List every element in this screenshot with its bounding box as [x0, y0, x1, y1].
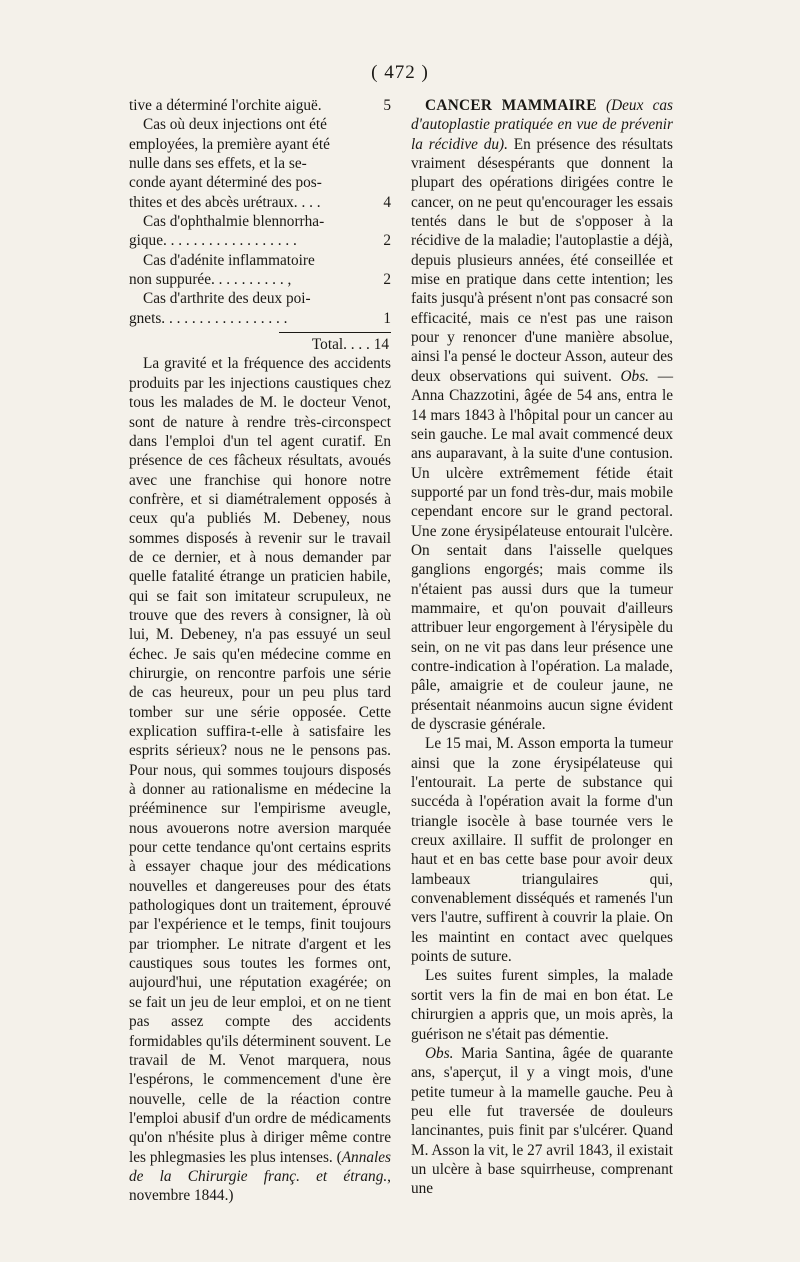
page-number: ( 472 ) — [371, 62, 429, 83]
tally-row — [129, 212, 391, 231]
tally-label: nulle dans ses effets, et la se- — [129, 155, 307, 173]
tally-count: 2 — [383, 271, 391, 289]
tally-count: 5 — [383, 97, 391, 114]
tally-row — [129, 154, 391, 173]
tally-label: gique. . . . . . . . . . . . . . . . . . — [129, 232, 297, 250]
tally-label: Cas d'arthrite des deux poi- — [143, 290, 311, 308]
tally-row — [129, 289, 391, 308]
observation-label-1: Obs. — [620, 367, 649, 385]
tally-label: conde ayant déterminé des pos- — [129, 174, 322, 192]
tally-count: 1 — [383, 309, 391, 327]
tally-row — [129, 135, 391, 154]
outcome-paragraph: Les suites furent simples, la malade sortit vers la fin de mai en bon état. Le chirurgien a appris que, un mois après, la guérison ne s'était pas démentie. — [411, 967, 673, 1043]
article-heading: CANCER MAMMAIRE — [425, 97, 597, 114]
tally-row — [129, 115, 391, 134]
tally-label: gnets. . . . . . . . . . . . . . . . . — [129, 309, 288, 327]
tally-label: Cas où deux injections ont été — [143, 116, 327, 134]
article-subtitle: (Deux cas d'autoplastie pratiquée en vue de prévenir la récidive du). — [411, 97, 673, 153]
observation-text-2: Maria Santina, âgée de quarante ans, s'aperçut, il y a vingt mois, d'une petite tumeur à la mamelle gauche. Peu à peu elle fut traversée de douleurs lancinantes, puis finit par s'ulcérer. Quand M. Asson la vit, le 27 avril 1843, il existait un ulcère à base squirrheuse, comprenant une — [411, 1044, 673, 1198]
tally-list — [129, 96, 391, 328]
tally-count: 2 — [383, 232, 391, 250]
tally-label: thites et des abcès urétraux. . . . — [129, 193, 321, 211]
tally-row — [129, 231, 391, 250]
article-heading-paragraph — [411, 96, 673, 734]
citation-journal: Annales de la Chirurgie franç. et étrang. — [129, 1148, 391, 1185]
citation-open: ( — [332, 1148, 342, 1166]
tally-row — [129, 270, 391, 289]
total-rule — [279, 332, 391, 333]
citation-close: , novembre 1844.) — [129, 1167, 391, 1205]
tally-row — [129, 193, 391, 212]
operation-paragraph: Le 15 mai, M. Asson emporta la tumeur ainsi que la zone érysipélateuse qui l'entourait. La perte de substance qui succéda à l'opération avait la forme d'un triangle isocèle à base tournée vers le creux axillaire. Il suffit de prolonger en haut et en bas cette base pour avoir deux lambeaux triangulaires qui, convenablement disséqués et ramenés l'un vers l'autre, suffirent à couvrir la plaie. On les maintint en contact avec quelques points de suture. — [411, 735, 673, 966]
tally-label: non suppurée. . . . . . . . . . , — [129, 271, 292, 289]
commentary-paragraph — [129, 354, 391, 1205]
tally-label: Cas d'ophthalmie blennorrha- — [143, 213, 325, 231]
left-column — [129, 96, 391, 1206]
commentary-text: La gravité et la fréquence des accidents produits par les injections caustiques chez tous les malades de M. le docteur Venot, sont de nature à rendre très-circonspect dans l'emploi d'un tel agent curatif. En présence de ces fâcheux résultats, avoués avec une franchise qui honore notre confrère, et si diamétralement opposés à ceux qu'a publiés M. Debeney, nous sommes disposés à revenir sur le travail de ce dernier, et à nous demander par quelle fatalité étrange un praticien habile, qui se fait son imitateur scrupuleux, ne trouve que des revers à consigner, là où lui, M. Debeney, n'a pas essuyé un seul échec. Je sais qu'en médecine comme en chirurgie, on rencontre parfois une série de cas heureux, pour un peu plus tard tomber sur une série opposée. Cette explication suffira-t-elle à satisfaire les esprits sérieux? nous ne le pensons pas. Pour nous, qui sommes toujours disposés à donner au rationalisme en médecine la prééminence sur l'empirisme aveugle, nous avouerons notre aversion marquée pour cette tendance qu'ont certains esprits à essayer chaque jour des médications nouvelles et dangereuses pour des états pathologiques dont un traitement, éprouvé par l'expérience et le temps, finit toujours par triompher. Le nitrate d'argent et les caustiques sous toutes les formes ont, aujourd'hui, une réputation exagérée; on se fait un jeu de leur emploi, et on ne tient pas assez compte des accidents formidables qu'ils déterminent souvent. Le travail de M. Venot marquera, nous l'espérons, le commencement d'une ère nouvelle, celle de la réaction contre l'emploi abusif d'un ordre de médicaments qu'on n'hésite plus à diriger même contre les phlegmasies les plus intenses. — [129, 355, 391, 1166]
tally-row — [129, 251, 391, 270]
right-column — [411, 96, 673, 1199]
tally-count: 4 — [383, 193, 391, 211]
total-line: Total. . . . 14 — [311, 336, 389, 354]
tally-label: Cas d'adénite inflammatoire — [143, 251, 315, 269]
observation-paragraph-2 — [411, 1044, 673, 1199]
tally-row — [129, 309, 391, 328]
observation-text-1: — Anna Chazzotini, âgée de 54 ans, entra le 14 mars 1843 à l'hôpital pour un cancer au sein gauche. Le mal avait commencé deux ans auparavant, à la suite d'une contusion. Un ulcère extrêmement fétide était supporté par un fond très-dur, mais mobile cependant encore sur le grand pectoral. Une zone érysipélateuse entourait l'ulcère. On sentait dans l'aisselle quelques ganglions engorgés; mais comme ils n'étaient pas aussi durs que la tumeur mammaire, et qu'on pouvait d'ailleurs attribuer leur engorgement à l'érysipèle du sein, on ne vit pas dans leur présence une contre-indication à l'opération. La malade, pâle, amaigrie et de couleur jaune, ne présentait néanmoins aucun signe évident de dyscrasie générale. — [411, 367, 673, 733]
tally-row — [129, 96, 391, 115]
intro-text: En présence des résultats vraiment désespérants que donnent la plupart des opérations dirigées contre le cancer, on ne peut qu'encourager les essais tentés dans le but de s'opposer à la récidive de la maladie; l'autoplastie a déjà, depuis plusieurs années, été conseillée et mise en pratique dans cette intention; les faits jusqu'à présent n'ont pas consacré son efficacité, mais ce n'est pas une raison pour y renoncer d'une manière absolue, ainsi l'a pensé le docteur Asson, auteur des deux observations qui suivent. — [411, 135, 673, 385]
observation-label-2: Obs. — [425, 1044, 454, 1062]
tally-label: employées, la première ayant été — [129, 135, 330, 153]
tally-row — [129, 173, 391, 192]
tally-label: tive a déterminé l'orchite aiguë. — [129, 97, 322, 114]
